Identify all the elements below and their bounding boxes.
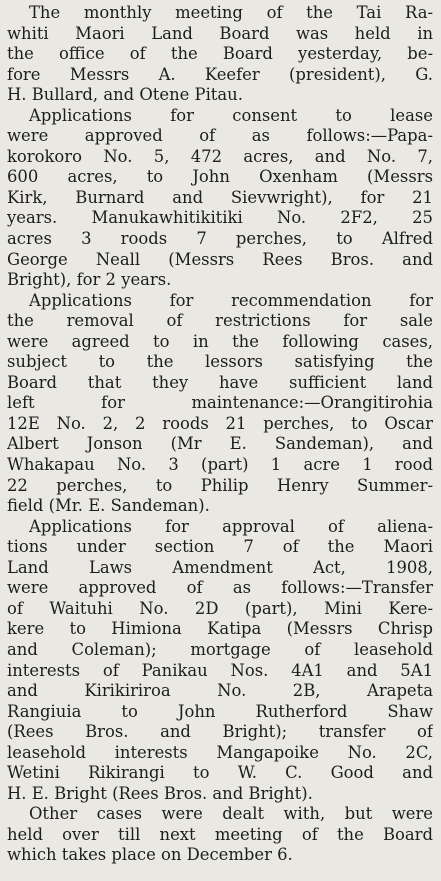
text-line: The monthly meeting of the Tai Ra- — [29, 3, 433, 22]
text-line: left for maintenance:—Orangitirohia — [7, 393, 433, 413]
text-line: Land Laws Amendment Act, 1908, — [7, 557, 433, 577]
text-line: fore Messrs A. Keefer (president), G. — [7, 64, 433, 84]
text-line: whiti Maori Land Board was held in — [7, 23, 433, 43]
text-line: 22 perches, to Philip Henry Summer- — [7, 475, 433, 495]
paragraph-other-cases — [7, 804, 433, 866]
text-line: Bright), for 2 years. — [7, 270, 172, 290]
text-line: the removal of restrictions for sale — [7, 311, 433, 331]
text-line: Applications for recommendation for — [29, 290, 433, 310]
text-line: leasehold interests Mangapoike No. 2C, — [7, 742, 433, 762]
text-line: were agreed to in the following cases, — [7, 331, 433, 351]
text-line: 600 acres, to John Oxenham (Messrs — [7, 167, 433, 187]
text-line: Wetini Rikirangi to W. C. Good and — [7, 763, 433, 783]
text-line: Applications for consent to lease — [29, 105, 433, 125]
text-line: Albert Jonson (Mr E. Sandeman), and — [7, 434, 433, 454]
paragraph-meeting-intro — [7, 3, 433, 106]
text-line: of Waituhi No. 2D (part), Mini Kere- — [7, 598, 433, 618]
text-line: acres 3 roods 7 perches, to Alfred — [7, 229, 433, 249]
text-line: interests of Panikau Nos. 4A1 and 5A1 — [7, 660, 433, 680]
text-line: the office of the Board yesterday, be- — [7, 44, 433, 64]
text-line: Rangiuia to John Rutherford Shaw — [7, 701, 433, 721]
paragraph-restriction-removals — [7, 291, 433, 517]
text-line: Applications for approval of aliena- — [29, 516, 433, 536]
text-line: and Coleman); mortgage of leasehold — [7, 639, 433, 659]
text-line: H. Bullard, and Otene Pitau. — [7, 85, 243, 105]
text-line: were approved of as follows:—Transfer — [7, 578, 433, 598]
text-line: kere to Himiona Katipa (Messrs Chrisp — [7, 619, 433, 639]
text-line: Kirk, Burnard and Sievwright), for 21 — [7, 187, 433, 207]
text-line: korokoro No. 5, 472 acres, and No. 7, — [7, 146, 433, 166]
text-line: years. Manukawhitikitiki No. 2F2, 25 — [7, 208, 433, 228]
text-line: George Neall (Messrs Rees Bros. and — [7, 249, 433, 269]
paragraph-alienation-approvals — [7, 517, 433, 805]
text-line: subject to the lessors satisfying the — [7, 352, 433, 372]
text-line: Whakapau No. 3 (part) 1 acre 1 rood — [7, 455, 433, 475]
text-line: H. E. Bright (Rees Bros. and Bright). — [7, 783, 313, 803]
text-line: Board that they have sufficient land — [7, 372, 433, 392]
text-line: (Rees Bros. and Bright); transfer of — [7, 722, 433, 742]
text-line: were approved of as follows:—Papa- — [7, 126, 433, 146]
paragraph-lease-consents — [7, 106, 433, 291]
text-line: tions under section 7 of the Maori — [7, 537, 433, 557]
text-line: Other cases were dealt with, but were — [29, 804, 433, 824]
text-line: which takes place on December 6. — [7, 845, 293, 865]
text-line: held over till next meeting of the Board — [7, 824, 433, 844]
text-line: 12E No. 2, 2 roods 21 perches, to Oscar — [7, 413, 433, 433]
text-line: field (Mr. E. Sandeman). — [7, 496, 210, 516]
text-line: and Kirikiriroa No. 2B, Arapeta — [7, 681, 433, 701]
